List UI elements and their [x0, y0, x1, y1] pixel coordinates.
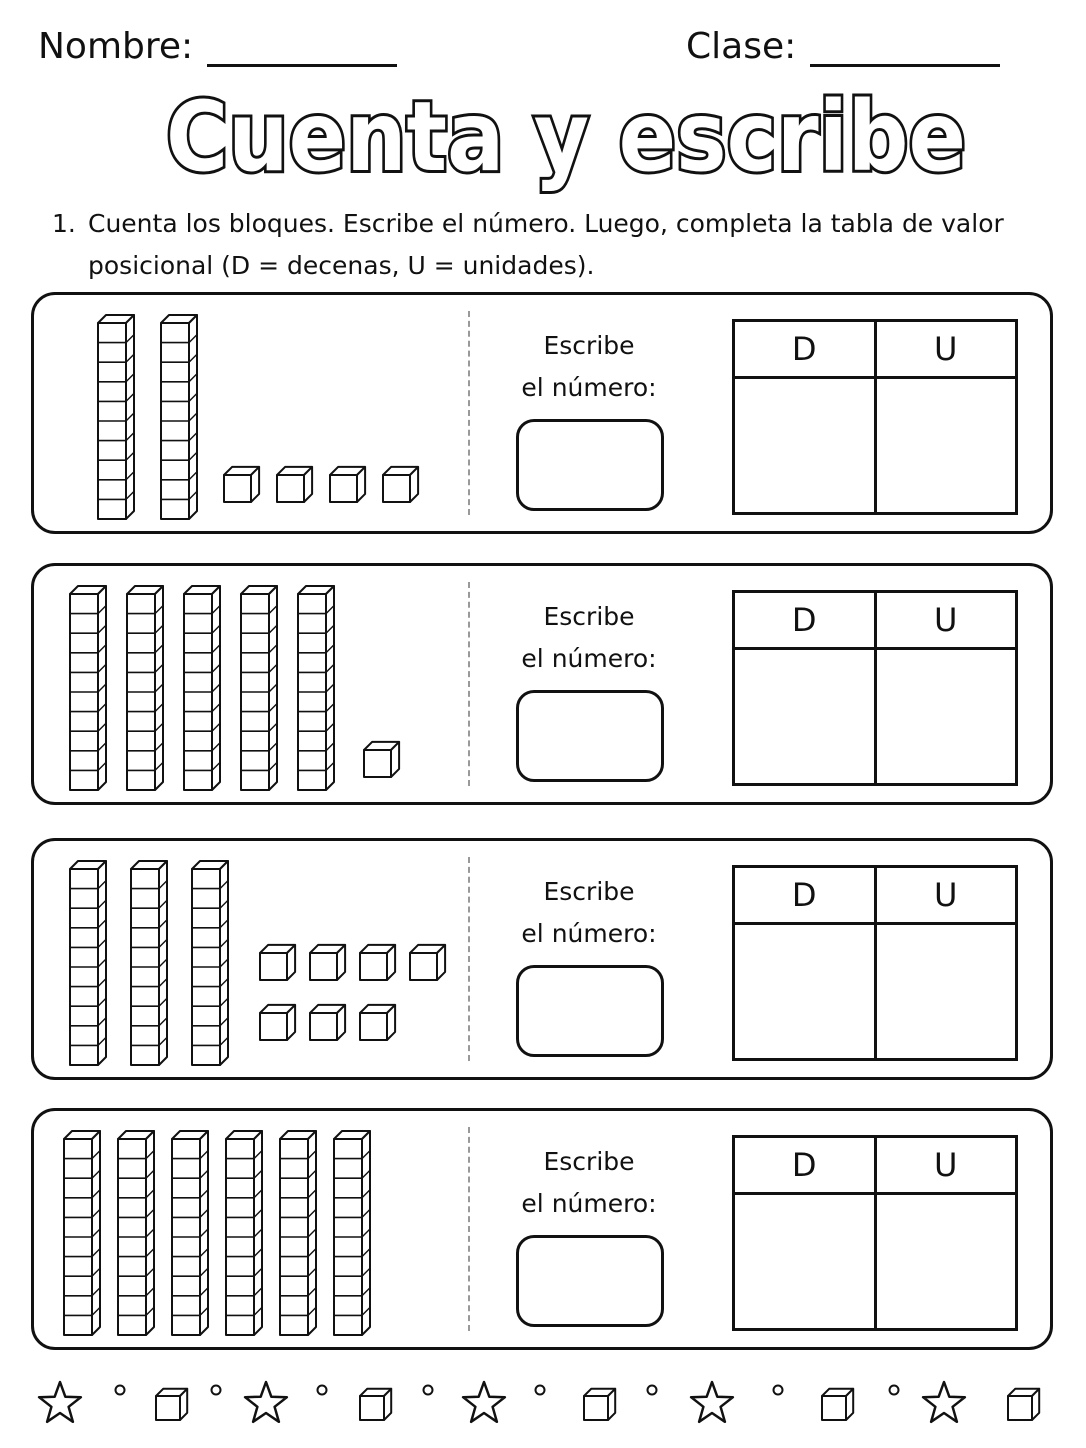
- ten-rod-icon: [70, 861, 106, 1065]
- star-icon: [691, 1382, 733, 1422]
- dashed-divider: [468, 582, 470, 786]
- dot-icon: [890, 1386, 899, 1395]
- ones-cell[interactable]: [875, 924, 1017, 1060]
- number-answer-box[interactable]: [516, 1235, 664, 1327]
- ten-rod-icon: [226, 1131, 262, 1335]
- tens-header: D: [734, 592, 876, 649]
- instruction-text: Cuenta los bloques. Escribe el número. Luego, completa la tabla de valor posicional (D = decenas, U = unidades).: [88, 209, 1004, 280]
- instruction: [52, 203, 1042, 287]
- page-title: Cuenta y escribe: [166, 81, 966, 193]
- ten-rod-icon: [192, 861, 228, 1065]
- write-number-label: [504, 596, 674, 680]
- dot-icon: [318, 1386, 327, 1395]
- class-label: Clase:: [686, 26, 797, 67]
- write-label-line1: Escribe: [543, 602, 635, 631]
- dashed-divider: [468, 857, 470, 1061]
- write-label-line2: el número:: [521, 373, 657, 402]
- place-value-table: [732, 865, 1018, 1061]
- unit-cube-icon: [410, 945, 445, 980]
- write-number-label: [504, 871, 674, 955]
- ones-cell[interactable]: [875, 378, 1017, 514]
- tens-header: D: [734, 867, 876, 924]
- write-number-label: [504, 325, 674, 409]
- exercise-card-3: [31, 838, 1053, 1080]
- place-value-table: [732, 1135, 1018, 1331]
- ten-rod-icon: [118, 1131, 154, 1335]
- cube-icon: [360, 1389, 391, 1420]
- tens-cell[interactable]: [734, 924, 876, 1060]
- ten-rod-icon: [98, 315, 134, 519]
- dashed-divider: [468, 1127, 470, 1331]
- exercise-card-2: [31, 563, 1053, 805]
- class-field: [686, 26, 1000, 67]
- unit-cube-icon: [360, 945, 395, 980]
- unit-cube-icon: [260, 945, 295, 980]
- exercise-card-1: [31, 292, 1053, 534]
- dot-icon: [536, 1386, 545, 1395]
- place-value-table: [732, 319, 1018, 515]
- dashed-divider: [468, 311, 470, 515]
- unit-cube-icon: [330, 467, 365, 502]
- page-title-container: [0, 78, 1086, 208]
- dot-icon: [116, 1386, 125, 1395]
- write-label-line1: Escribe: [543, 1147, 635, 1176]
- ten-rod-icon: [70, 586, 106, 790]
- tens-header: D: [734, 1137, 876, 1194]
- class-line[interactable]: [810, 28, 1000, 67]
- star-icon: [39, 1382, 81, 1422]
- name-label: Nombre:: [38, 26, 194, 67]
- name-field: [38, 26, 397, 67]
- number-answer-box[interactable]: [516, 965, 664, 1057]
- dot-icon: [424, 1386, 433, 1395]
- name-line[interactable]: [207, 28, 397, 67]
- unit-cube-icon: [383, 467, 418, 502]
- base-ten-blocks: [34, 295, 464, 531]
- ones-cell[interactable]: [875, 1194, 1017, 1330]
- ones-header: U: [875, 867, 1017, 924]
- unit-cube-icon: [364, 742, 399, 777]
- star-icon: [463, 1382, 505, 1422]
- tens-cell[interactable]: [734, 378, 876, 514]
- dot-icon: [648, 1386, 657, 1395]
- cube-icon: [1008, 1389, 1039, 1420]
- dot-icon: [774, 1386, 783, 1395]
- base-ten-blocks: [34, 566, 464, 802]
- write-label-line2: el número:: [521, 644, 657, 673]
- ten-rod-icon: [161, 315, 197, 519]
- star-icon: [923, 1382, 965, 1422]
- tens-cell[interactable]: [734, 649, 876, 785]
- unit-cube-icon: [360, 1005, 395, 1040]
- base-ten-blocks: [34, 1111, 464, 1347]
- cube-icon: [584, 1389, 615, 1420]
- ten-rod-icon: [64, 1131, 100, 1335]
- write-label-line2: el número:: [521, 919, 657, 948]
- unit-cube-icon: [260, 1005, 295, 1040]
- ten-rod-icon: [127, 586, 163, 790]
- unit-cube-icon: [224, 467, 259, 502]
- write-label-line1: Escribe: [543, 331, 635, 360]
- number-answer-box[interactable]: [516, 419, 664, 511]
- tens-header: D: [734, 321, 876, 378]
- ten-rod-icon: [172, 1131, 208, 1335]
- unit-cube-icon: [310, 945, 345, 980]
- ten-rod-icon: [241, 586, 277, 790]
- tens-cell[interactable]: [734, 1194, 876, 1330]
- unit-cube-icon: [277, 467, 312, 502]
- ten-rod-icon: [280, 1131, 316, 1335]
- star-icon: [245, 1382, 287, 1422]
- ten-rod-icon: [334, 1131, 370, 1335]
- write-number-label: [504, 1141, 674, 1225]
- base-ten-blocks: [34, 841, 464, 1077]
- unit-cube-icon: [310, 1005, 345, 1040]
- write-label-line1: Escribe: [543, 877, 635, 906]
- exercise-card-4: [31, 1108, 1053, 1350]
- footer-decoration: [0, 1370, 1086, 1440]
- ones-cell[interactable]: [875, 649, 1017, 785]
- ten-rod-icon: [184, 586, 220, 790]
- ones-header: U: [875, 592, 1017, 649]
- cube-icon: [822, 1389, 853, 1420]
- instruction-number: 1.: [52, 209, 76, 238]
- ones-header: U: [875, 1137, 1017, 1194]
- ten-rod-icon: [298, 586, 334, 790]
- ten-rod-icon: [131, 861, 167, 1065]
- place-value-table: [732, 590, 1018, 786]
- number-answer-box[interactable]: [516, 690, 664, 782]
- dot-icon: [212, 1386, 221, 1395]
- ones-header: U: [875, 321, 1017, 378]
- write-label-line2: el número:: [521, 1189, 657, 1218]
- cube-icon: [156, 1389, 187, 1420]
